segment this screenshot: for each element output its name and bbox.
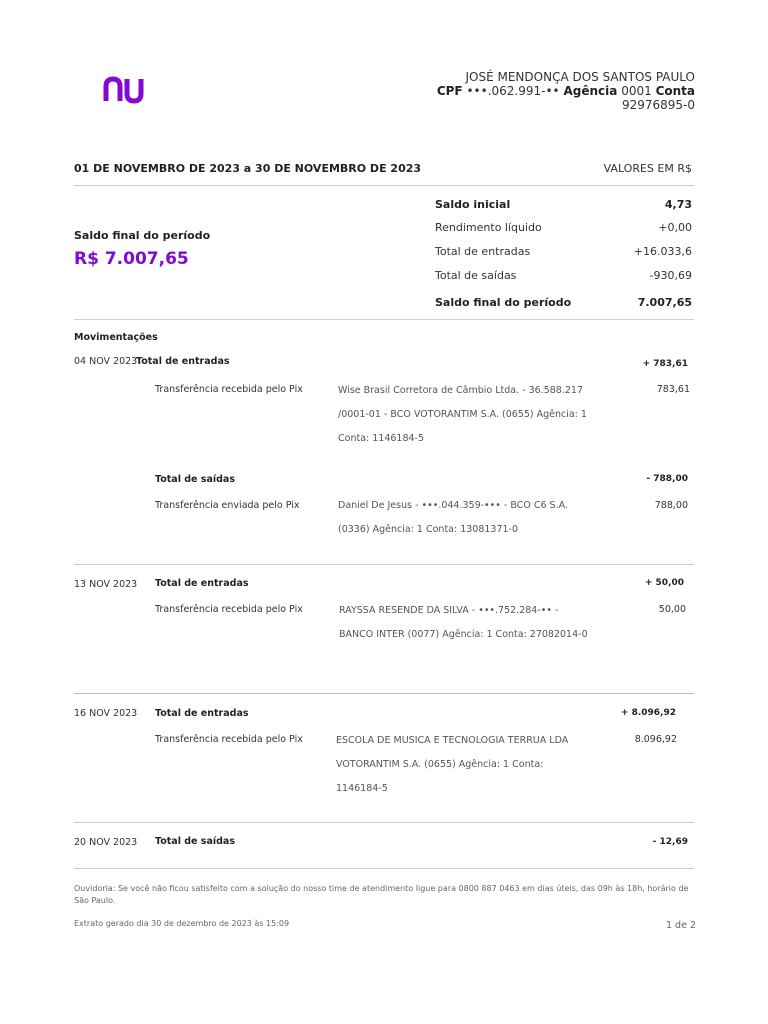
- conta-value: 92976895-0: [621, 98, 695, 112]
- group-label: Total de entradas: [136, 356, 230, 367]
- group-amount: + 8.096,92: [620, 708, 676, 718]
- divider: [74, 185, 694, 186]
- generated-note: Extrato gerado dia 30 de dezembro de 2023 às 15:09: [74, 919, 290, 928]
- group-amount: + 50,00: [644, 578, 684, 588]
- transaction-amount: 8.096,92: [634, 734, 677, 745]
- cpf-label: CPF: [436, 84, 463, 98]
- summary-value-rendimento: +0,00: [658, 221, 692, 234]
- transaction-description: Daniel De Jesus - •••.044.359-••• - BCO C6 S.A. (0336) Agência: 1 Conta: 13081371-0: [338, 500, 568, 535]
- group-label: Total de saídas: [155, 836, 235, 847]
- divider: [74, 319, 694, 320]
- group-label: Total de entradas: [155, 578, 249, 589]
- cpf-value: •••.062.991-••: [466, 84, 560, 98]
- transaction-description: RAYSSA RESENDE DA SILVA - •••.752.284-•• - BANCO INTER (0077) Agência: 1 Conta: 27082014-0: [339, 605, 588, 640]
- transaction-amount: 783,61: [656, 384, 690, 395]
- saldo-final-label: Saldo final do período: [74, 229, 211, 242]
- summary-value-entradas: +16.033,6: [633, 245, 692, 258]
- transaction-type: Transferência recebida pelo Pix: [155, 604, 303, 615]
- summary-label-saldo-final: Saldo final do período: [435, 296, 572, 309]
- divider: [74, 822, 694, 823]
- transaction-amount: 788,00: [654, 500, 688, 511]
- group-amount: - 788,00: [646, 474, 688, 484]
- currency-note: VALORES EM R$: [603, 162, 692, 175]
- agencia-value: 0001: [621, 84, 652, 98]
- transaction-description: Wise Brasil Corretora de Câmbio Ltda. - 36.588.217 /0001-01 - BCO VOTORANTIM S.A. (0655) Agência: 1 Conta: 1146184-5: [338, 385, 587, 444]
- day-date: 20 NOV 2023: [74, 837, 138, 848]
- summary-label-saldo-inicial: Saldo inicial: [435, 198, 511, 211]
- transaction-type: Transferência recebida pelo Pix: [155, 384, 303, 395]
- transaction-amount: 50,00: [658, 604, 686, 615]
- summary-label-saidas: Total de saídas: [435, 269, 517, 282]
- summary-value-saldo-final: 7.007,65: [637, 296, 692, 309]
- ouvidoria-note: Ouvidoria: Se você não ficou satisfeito com a solução do nosso time de atendimento ligue para 0800 887 0463 em dias úteis, das 09h às 18h, horário de São Paulo.: [74, 884, 689, 905]
- page-number: 1 de 2: [665, 920, 696, 931]
- saldo-final-value: R$ 7.007,65: [74, 249, 189, 269]
- divider: [74, 564, 694, 565]
- summary-label-entradas: Total de entradas: [435, 245, 531, 258]
- summary-label-rendimento: Rendimento líquido: [435, 221, 542, 234]
- day-date: 13 NOV 2023: [74, 579, 138, 590]
- transaction-type: Transferência enviada pelo Pix: [155, 500, 300, 511]
- group-amount: - 12,69: [652, 837, 688, 847]
- day-date: 04 NOV 2023: [74, 356, 138, 367]
- day-date: 16 NOV 2023: [74, 708, 138, 719]
- agencia-label: Agência: [563, 84, 618, 98]
- account-holder: [437, 70, 695, 112]
- nubank-logo: [103, 76, 149, 104]
- movimentacoes-title: Movimentações: [74, 332, 158, 343]
- transaction-type: Transferência recebida pelo Pix: [155, 734, 303, 745]
- holder-ids: [437, 84, 695, 98]
- divider: [74, 693, 694, 694]
- period-range: 01 DE NOVEMBRO DE 2023 a 30 DE NOVEMBRO DE 2023: [74, 162, 422, 175]
- conta-label: Conta: [655, 84, 695, 98]
- summary-value-saldo-inicial: 4,73: [664, 198, 692, 211]
- holder-name: JOSÉ MENDONÇA DOS SANTOS PAULO: [465, 70, 695, 84]
- divider: [74, 868, 694, 869]
- transaction-description: ESCOLA DE MUSICA E TECNOLOGIA TERRUA LDA VOTORANTIM S.A. (0655) Agência: 1 Conta: 1146184-5: [336, 735, 569, 794]
- group-label: Total de saídas: [155, 474, 235, 485]
- group-label: Total de entradas: [155, 708, 249, 719]
- group-amount: + 783,61: [642, 359, 688, 369]
- summary-value-saidas: -930,69: [649, 269, 692, 282]
